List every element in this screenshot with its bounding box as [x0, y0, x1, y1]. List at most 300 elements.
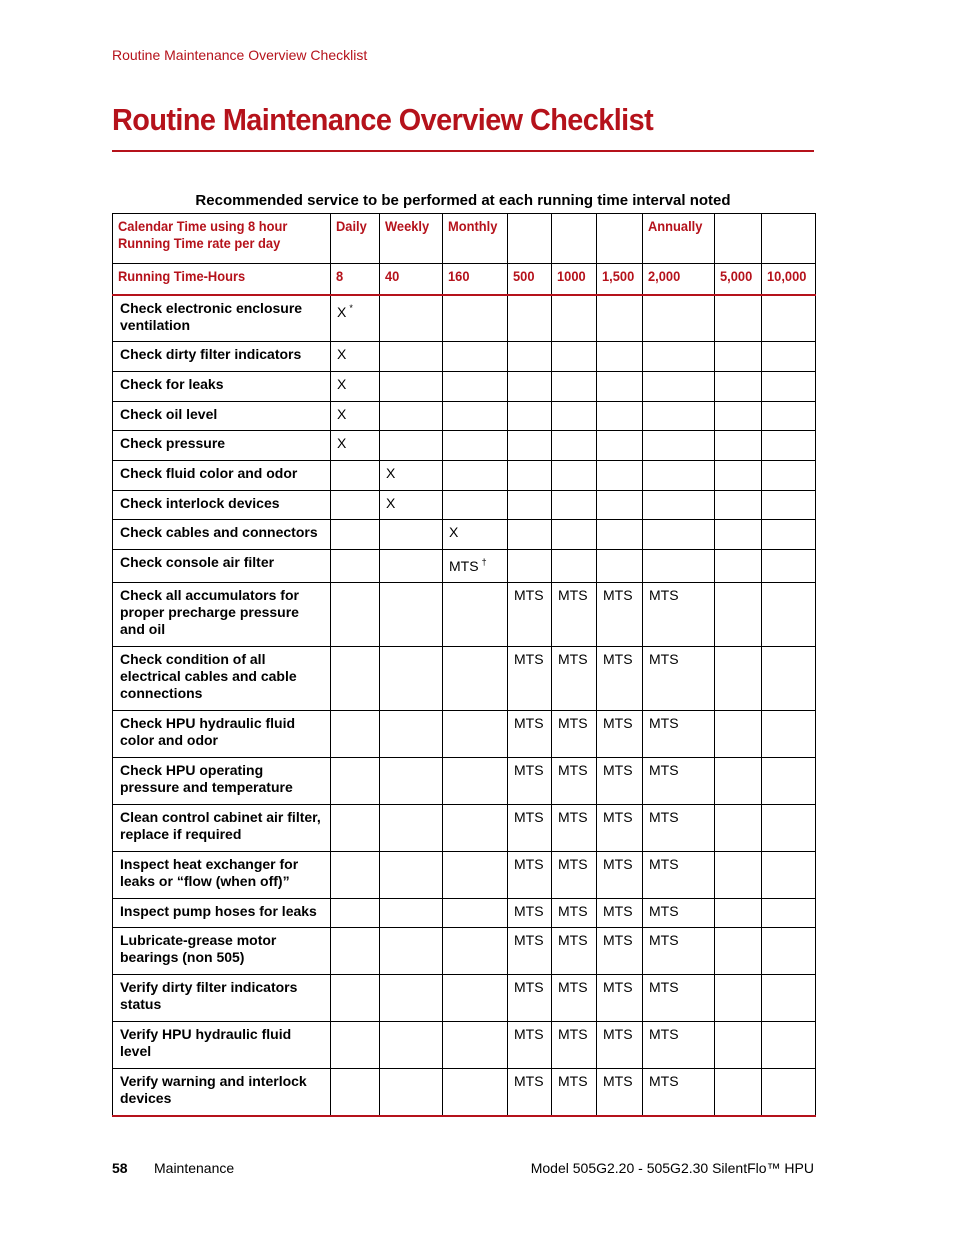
interval-cell — [762, 431, 816, 461]
interval-cell — [552, 342, 597, 372]
interval-cell — [443, 647, 508, 711]
interval-cell — [331, 1069, 380, 1116]
interval-mark: MTS — [649, 1026, 679, 1042]
interval-mark: MTS — [603, 856, 633, 872]
header-running-hours: Running Time-Hours — [113, 264, 331, 295]
interval-mark: MTS — [649, 587, 679, 603]
interval-cell — [762, 711, 816, 758]
header-hours-cell: 500 — [508, 264, 552, 295]
header-hours-cell: 160 — [443, 264, 508, 295]
interval-cell — [508, 583, 552, 647]
interval-cell — [762, 928, 816, 975]
header-row-calendar — [113, 214, 816, 264]
interval-cell — [597, 1022, 643, 1069]
table-caption: Recommended service to be performed at each running time interval noted — [195, 192, 731, 209]
interval-cell — [715, 647, 762, 711]
interval-cell — [508, 550, 552, 583]
interval-cell — [331, 711, 380, 758]
footer-model: Model 505G2.20 - 505G2.30 SilentFlo™ HPU — [530, 1160, 814, 1176]
interval-mark: MTS — [603, 762, 633, 778]
table-row — [113, 928, 816, 975]
interval-cell — [380, 372, 443, 402]
header-calendar-cell: Annually — [643, 214, 715, 264]
table-row — [113, 491, 816, 520]
interval-mark: MTS — [649, 651, 679, 667]
interval-cell — [715, 431, 762, 461]
interval-mark: MTS — [514, 979, 544, 995]
interval-cell — [597, 975, 643, 1022]
task-label: Verify warning and interlock devices — [113, 1069, 331, 1116]
interval-cell — [508, 520, 552, 550]
table-row — [113, 520, 816, 550]
interval-cell — [331, 295, 380, 342]
header-hours-cell: 2,000 — [643, 264, 715, 295]
task-label: Inspect heat exchanger for leaks or “flow (when off)” — [113, 852, 331, 899]
interval-cell — [443, 583, 508, 647]
table-row — [113, 295, 816, 342]
table-row — [113, 342, 816, 372]
interval-cell — [552, 295, 597, 342]
interval-mark: MTS — [603, 715, 633, 731]
interval-cell — [552, 928, 597, 975]
interval-cell — [597, 647, 643, 711]
interval-cell — [643, 550, 715, 583]
interval-cell — [331, 461, 380, 491]
task-label: Check for leaks — [113, 372, 331, 402]
interval-cell — [380, 295, 443, 342]
task-label: Check console air filter — [113, 550, 331, 583]
interval-cell — [762, 295, 816, 342]
table-row — [113, 758, 816, 805]
table-row — [113, 583, 816, 647]
running-header: Routine Maintenance Overview Checklist — [112, 47, 368, 63]
header-calendar-cell — [552, 214, 597, 264]
interval-cell — [762, 647, 816, 711]
interval-cell — [715, 550, 762, 583]
interval-cell — [508, 342, 552, 372]
interval-cell — [715, 342, 762, 372]
interval-cell — [380, 711, 443, 758]
interval-mark: MTS — [649, 903, 679, 919]
interval-cell — [552, 491, 597, 520]
task-label: Check fluid color and odor — [113, 461, 331, 491]
interval-cell — [597, 342, 643, 372]
interval-cell — [380, 461, 443, 491]
interval-mark: MTS — [603, 651, 633, 667]
interval-cell — [597, 550, 643, 583]
interval-mark: MTS — [558, 1073, 588, 1089]
interval-cell — [597, 852, 643, 899]
interval-cell — [552, 372, 597, 402]
interval-cell — [715, 520, 762, 550]
interval-cell — [643, 520, 715, 550]
interval-cell — [643, 928, 715, 975]
interval-mark: MTS — [603, 587, 633, 603]
interval-mark: MTS — [514, 715, 544, 731]
interval-cell — [643, 758, 715, 805]
table-row — [113, 975, 816, 1022]
footnote-mark: * — [349, 302, 353, 313]
interval-cell — [380, 583, 443, 647]
interval-cell — [552, 805, 597, 852]
interval-cell — [643, 491, 715, 520]
interval-cell — [762, 520, 816, 550]
interval-cell — [508, 295, 552, 342]
header-calendar-cell: Monthly — [443, 214, 508, 264]
header-row-running-hours — [113, 264, 816, 295]
interval-cell — [380, 899, 443, 928]
interval-cell — [762, 899, 816, 928]
interval-cell — [715, 899, 762, 928]
interval-cell — [762, 402, 816, 431]
interval-mark: X — [386, 465, 396, 481]
interval-mark: MTS — [514, 1073, 544, 1089]
interval-cell — [508, 372, 552, 402]
interval-mark: X — [337, 435, 347, 451]
interval-cell — [597, 372, 643, 402]
interval-cell — [643, 342, 715, 372]
interval-cell — [762, 550, 816, 583]
interval-cell — [443, 372, 508, 402]
interval-cell — [380, 550, 443, 583]
table-row — [113, 461, 816, 491]
interval-mark: MTS — [514, 903, 544, 919]
interval-mark: MTS — [558, 809, 588, 825]
interval-cell — [762, 975, 816, 1022]
interval-cell — [508, 491, 552, 520]
interval-mark: MTS — [514, 762, 544, 778]
interval-cell — [508, 758, 552, 805]
interval-cell — [552, 711, 597, 758]
interval-cell — [380, 1022, 443, 1069]
interval-cell — [552, 431, 597, 461]
interval-cell — [331, 758, 380, 805]
interval-cell — [380, 852, 443, 899]
interval-cell — [762, 491, 816, 520]
table-row — [113, 852, 816, 899]
interval-mark: MTS — [603, 903, 633, 919]
interval-cell — [443, 491, 508, 520]
interval-cell — [443, 1069, 508, 1116]
maintenance-checklist-table — [112, 213, 816, 1117]
interval-cell — [508, 975, 552, 1022]
interval-mark: MTS — [514, 856, 544, 872]
table-row — [113, 1069, 816, 1116]
footnote-mark: † — [481, 557, 487, 567]
interval-cell — [552, 852, 597, 899]
interval-mark: MTS — [558, 979, 588, 995]
header-calendar-time: Calendar Time using 8 hour Running Time rate per day — [113, 214, 331, 264]
interval-cell — [380, 431, 443, 461]
header-calendar-cell — [508, 214, 552, 264]
table-row — [113, 899, 816, 928]
interval-cell — [380, 1069, 443, 1116]
interval-cell — [597, 711, 643, 758]
interval-cell — [331, 431, 380, 461]
interval-cell — [597, 491, 643, 520]
table-row — [113, 372, 816, 402]
interval-cell — [643, 852, 715, 899]
interval-mark: MTS — [558, 856, 588, 872]
interval-cell — [643, 899, 715, 928]
header-calendar-cell: Weekly — [380, 214, 443, 264]
header-calendar-cell — [762, 214, 816, 264]
interval-cell — [715, 402, 762, 431]
interval-cell — [715, 975, 762, 1022]
interval-mark: X — [449, 524, 459, 540]
task-label: Check all accumulators for proper precharge pressure and oil — [113, 583, 331, 647]
interval-mark: MTS — [558, 587, 588, 603]
interval-cell — [762, 1069, 816, 1116]
interval-cell — [597, 805, 643, 852]
interval-mark: X — [337, 376, 347, 392]
interval-cell — [597, 899, 643, 928]
interval-cell — [331, 1022, 380, 1069]
interval-mark: MTS — [649, 932, 679, 948]
interval-cell — [331, 805, 380, 852]
interval-cell — [380, 491, 443, 520]
task-label: Check HPU operating pressure and temperature — [113, 758, 331, 805]
interval-cell — [331, 583, 380, 647]
interval-cell — [508, 402, 552, 431]
interval-cell — [443, 402, 508, 431]
task-label: Verify HPU hydraulic fluid level — [113, 1022, 331, 1069]
interval-mark: X — [337, 346, 347, 362]
page-number: 58 — [112, 1160, 128, 1176]
interval-cell — [380, 975, 443, 1022]
interval-cell — [552, 758, 597, 805]
interval-cell — [552, 583, 597, 647]
task-label: Check electronic enclosure ventilation — [113, 295, 331, 342]
interval-cell — [715, 1022, 762, 1069]
interval-cell — [380, 928, 443, 975]
interval-cell — [597, 1069, 643, 1116]
interval-cell — [331, 402, 380, 431]
interval-mark: MTS — [514, 587, 544, 603]
interval-cell — [380, 647, 443, 711]
interval-cell — [380, 520, 443, 550]
interval-cell — [443, 520, 508, 550]
interval-cell — [443, 461, 508, 491]
interval-cell — [508, 431, 552, 461]
interval-cell — [643, 711, 715, 758]
header-hours-cell: 10,000 — [762, 264, 816, 295]
task-label: Check pressure — [113, 431, 331, 461]
table-row — [113, 550, 816, 583]
header-hours-cell: 5,000 — [715, 264, 762, 295]
interval-cell — [715, 928, 762, 975]
interval-cell — [597, 431, 643, 461]
interval-cell — [762, 372, 816, 402]
interval-cell — [715, 758, 762, 805]
interval-cell — [552, 520, 597, 550]
interval-cell — [597, 583, 643, 647]
interval-cell — [552, 550, 597, 583]
interval-cell — [508, 805, 552, 852]
interval-cell — [643, 402, 715, 431]
interval-mark: MTS — [558, 932, 588, 948]
interval-cell — [443, 550, 508, 583]
interval-cell — [380, 805, 443, 852]
table-row — [113, 431, 816, 461]
interval-cell — [762, 758, 816, 805]
interval-cell — [762, 1022, 816, 1069]
table-row — [113, 711, 816, 758]
interval-cell — [443, 342, 508, 372]
interval-mark: MTS — [558, 651, 588, 667]
interval-cell — [508, 461, 552, 491]
header-calendar-cell — [597, 214, 643, 264]
interval-cell — [508, 1069, 552, 1116]
interval-mark: MTS — [649, 856, 679, 872]
interval-cell — [508, 647, 552, 711]
interval-cell — [552, 461, 597, 491]
interval-cell — [597, 295, 643, 342]
interval-cell — [715, 491, 762, 520]
interval-mark: MTS — [514, 1026, 544, 1042]
interval-mark: MTS — [558, 903, 588, 919]
interval-mark: X — [337, 303, 347, 320]
interval-cell — [331, 550, 380, 583]
interval-cell — [552, 647, 597, 711]
task-label: Check HPU hydraulic fluid color and odor — [113, 711, 331, 758]
interval-cell — [715, 461, 762, 491]
task-label: Verify dirty filter indicators status — [113, 975, 331, 1022]
interval-cell — [331, 899, 380, 928]
interval-cell — [597, 520, 643, 550]
interval-cell — [331, 852, 380, 899]
interval-cell — [643, 1069, 715, 1116]
title-rule — [112, 150, 814, 152]
interval-cell — [597, 461, 643, 491]
footer-section: Maintenance — [154, 1160, 235, 1176]
interval-cell — [597, 758, 643, 805]
interval-cell — [380, 402, 443, 431]
interval-mark: MTS — [514, 651, 544, 667]
interval-cell — [552, 1022, 597, 1069]
interval-cell — [331, 647, 380, 711]
interval-mark: MTS — [514, 932, 544, 948]
interval-cell — [715, 805, 762, 852]
interval-cell — [762, 461, 816, 491]
interval-cell — [762, 805, 816, 852]
interval-cell — [715, 1069, 762, 1116]
header-hours-cell: 1000 — [552, 264, 597, 295]
interval-mark: MTS — [649, 979, 679, 995]
interval-cell — [443, 758, 508, 805]
interval-mark: X — [386, 495, 396, 511]
interval-cell — [715, 372, 762, 402]
interval-mark: MTS — [649, 715, 679, 731]
interval-mark: MTS — [603, 979, 633, 995]
interval-cell — [715, 583, 762, 647]
interval-cell — [443, 295, 508, 342]
interval-cell — [443, 928, 508, 975]
interval-cell — [643, 1022, 715, 1069]
page-title: Routine Maintenance Overview Checklist — [112, 102, 654, 137]
interval-mark: MTS — [603, 1073, 633, 1089]
interval-cell — [597, 402, 643, 431]
interval-cell — [552, 899, 597, 928]
interval-cell — [508, 928, 552, 975]
interval-cell — [443, 805, 508, 852]
interval-cell — [508, 852, 552, 899]
interval-cell — [552, 975, 597, 1022]
task-label: Inspect pump hoses for leaks — [113, 899, 331, 928]
interval-mark: MTS — [558, 1026, 588, 1042]
interval-cell — [762, 583, 816, 647]
interval-cell — [643, 372, 715, 402]
task-label: Check interlock devices — [113, 491, 331, 520]
table-row — [113, 402, 816, 431]
table-row — [113, 647, 816, 711]
task-label: Lubricate-grease motor bearings (non 505) — [113, 928, 331, 975]
header-hours-cell: 8 — [331, 264, 380, 295]
task-label: Check cables and connectors — [113, 520, 331, 550]
interval-mark: MTS — [649, 809, 679, 825]
interval-cell — [552, 402, 597, 431]
interval-cell — [715, 295, 762, 342]
interval-mark: MTS — [449, 558, 479, 574]
interval-cell — [762, 852, 816, 899]
header-calendar-cell — [715, 214, 762, 264]
interval-cell — [380, 342, 443, 372]
interval-cell — [643, 431, 715, 461]
interval-cell — [331, 372, 380, 402]
table-body — [113, 295, 816, 1116]
interval-cell — [331, 491, 380, 520]
interval-cell — [643, 295, 715, 342]
interval-cell — [643, 805, 715, 852]
interval-cell — [443, 431, 508, 461]
interval-cell — [443, 899, 508, 928]
interval-cell — [552, 1069, 597, 1116]
interval-cell — [508, 1022, 552, 1069]
interval-cell — [715, 852, 762, 899]
interval-mark: MTS — [514, 809, 544, 825]
interval-cell — [508, 899, 552, 928]
interval-cell — [380, 758, 443, 805]
interval-mark: MTS — [603, 932, 633, 948]
interval-cell — [331, 520, 380, 550]
interval-cell — [643, 975, 715, 1022]
interval-mark: MTS — [558, 762, 588, 778]
interval-cell — [597, 928, 643, 975]
header-hours-cell: 40 — [380, 264, 443, 295]
interval-mark: MTS — [603, 1026, 633, 1042]
task-label: Check condition of all electrical cables and cable connections — [113, 647, 331, 711]
interval-cell — [715, 711, 762, 758]
interval-cell — [762, 342, 816, 372]
table-row — [113, 1022, 816, 1069]
interval-cell — [331, 975, 380, 1022]
interval-mark: MTS — [649, 762, 679, 778]
interval-cell — [443, 975, 508, 1022]
interval-mark: MTS — [558, 715, 588, 731]
interval-cell — [643, 647, 715, 711]
task-label: Check dirty filter indicators — [113, 342, 331, 372]
interval-cell — [508, 711, 552, 758]
interval-mark: X — [337, 406, 347, 422]
interval-mark: MTS — [603, 809, 633, 825]
interval-cell — [443, 711, 508, 758]
task-label: Check oil level — [113, 402, 331, 431]
interval-cell — [331, 342, 380, 372]
header-calendar-cell: Daily — [331, 214, 380, 264]
interval-mark: MTS — [649, 1073, 679, 1089]
interval-cell — [443, 852, 508, 899]
task-label: Clean control cabinet air filter, replace if required — [113, 805, 331, 852]
